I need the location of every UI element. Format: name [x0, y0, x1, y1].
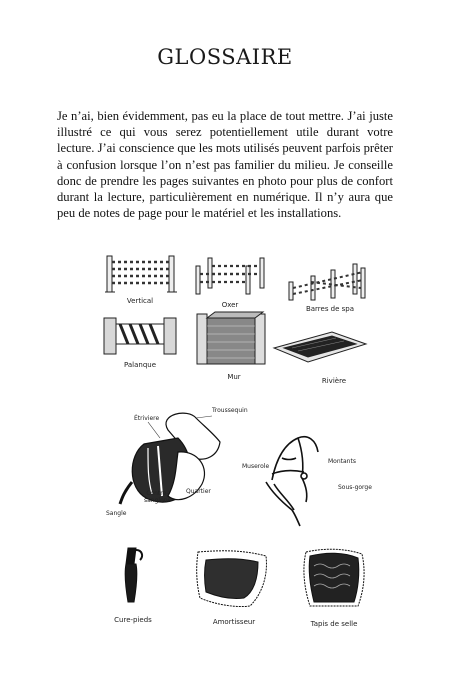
contre-sanglons-label: Contre- sanglons	[144, 490, 171, 504]
sous-gorge-label: Sous-gorge	[338, 484, 372, 491]
barres-de-spa-caption: Barres de spa	[305, 305, 355, 313]
etriviere-label: Étriviere	[134, 415, 160, 422]
sangle-label: Sangle	[106, 510, 127, 517]
tapis-de-selle-illustration	[298, 546, 368, 610]
mur-caption: Mur	[227, 373, 241, 381]
page-title: GLOSSAIRE	[157, 45, 293, 69]
mur-illustration	[197, 308, 267, 366]
palanque-caption: Palanque	[123, 361, 157, 369]
quartier-label: Quartier	[186, 488, 211, 495]
palanque-illustration	[102, 312, 178, 356]
tapis-de-selle-caption: Tapis de selle	[310, 620, 358, 628]
intro-paragraph: Je n’ai, bien évidemment, pas eu la place de tout mettre. J’ai juste illustré ce qui vous serez potentiellement utile durant votre lecture. J’ai conscience que les mots utilisés peuvent parfois prêter à confusion lorsque l’on n’est pas familier du milieu. Je conseille donc de prendre les pages suivantes en photo pour plus de confort durant la lecture, particulièrement en numérique. Il n’y aura que peu de notes de page pour le matériel et les installations.	[57, 109, 393, 221]
muserole-label: Muserole	[242, 463, 270, 470]
vertical-illustration	[105, 252, 177, 294]
cure-pieds-illustration	[118, 546, 148, 604]
amortisseur-caption: Amortisseur	[212, 618, 256, 626]
riviere-caption: Rivière	[321, 377, 347, 385]
oxer-illustration	[192, 256, 268, 296]
montants-label: Montants	[328, 458, 356, 465]
oxer-caption: Oxer	[221, 301, 239, 309]
troussequin-label: Troussequin	[212, 407, 248, 414]
riviere-illustration	[272, 330, 368, 366]
cure-pieds-caption: Cure-pieds	[114, 616, 152, 624]
vertical-caption: Vertical	[126, 297, 154, 305]
saddle-illustration	[118, 408, 228, 508]
barres-de-spa-illustration	[287, 262, 367, 302]
amortisseur-illustration	[194, 548, 270, 610]
bridle-illustration	[262, 430, 322, 528]
